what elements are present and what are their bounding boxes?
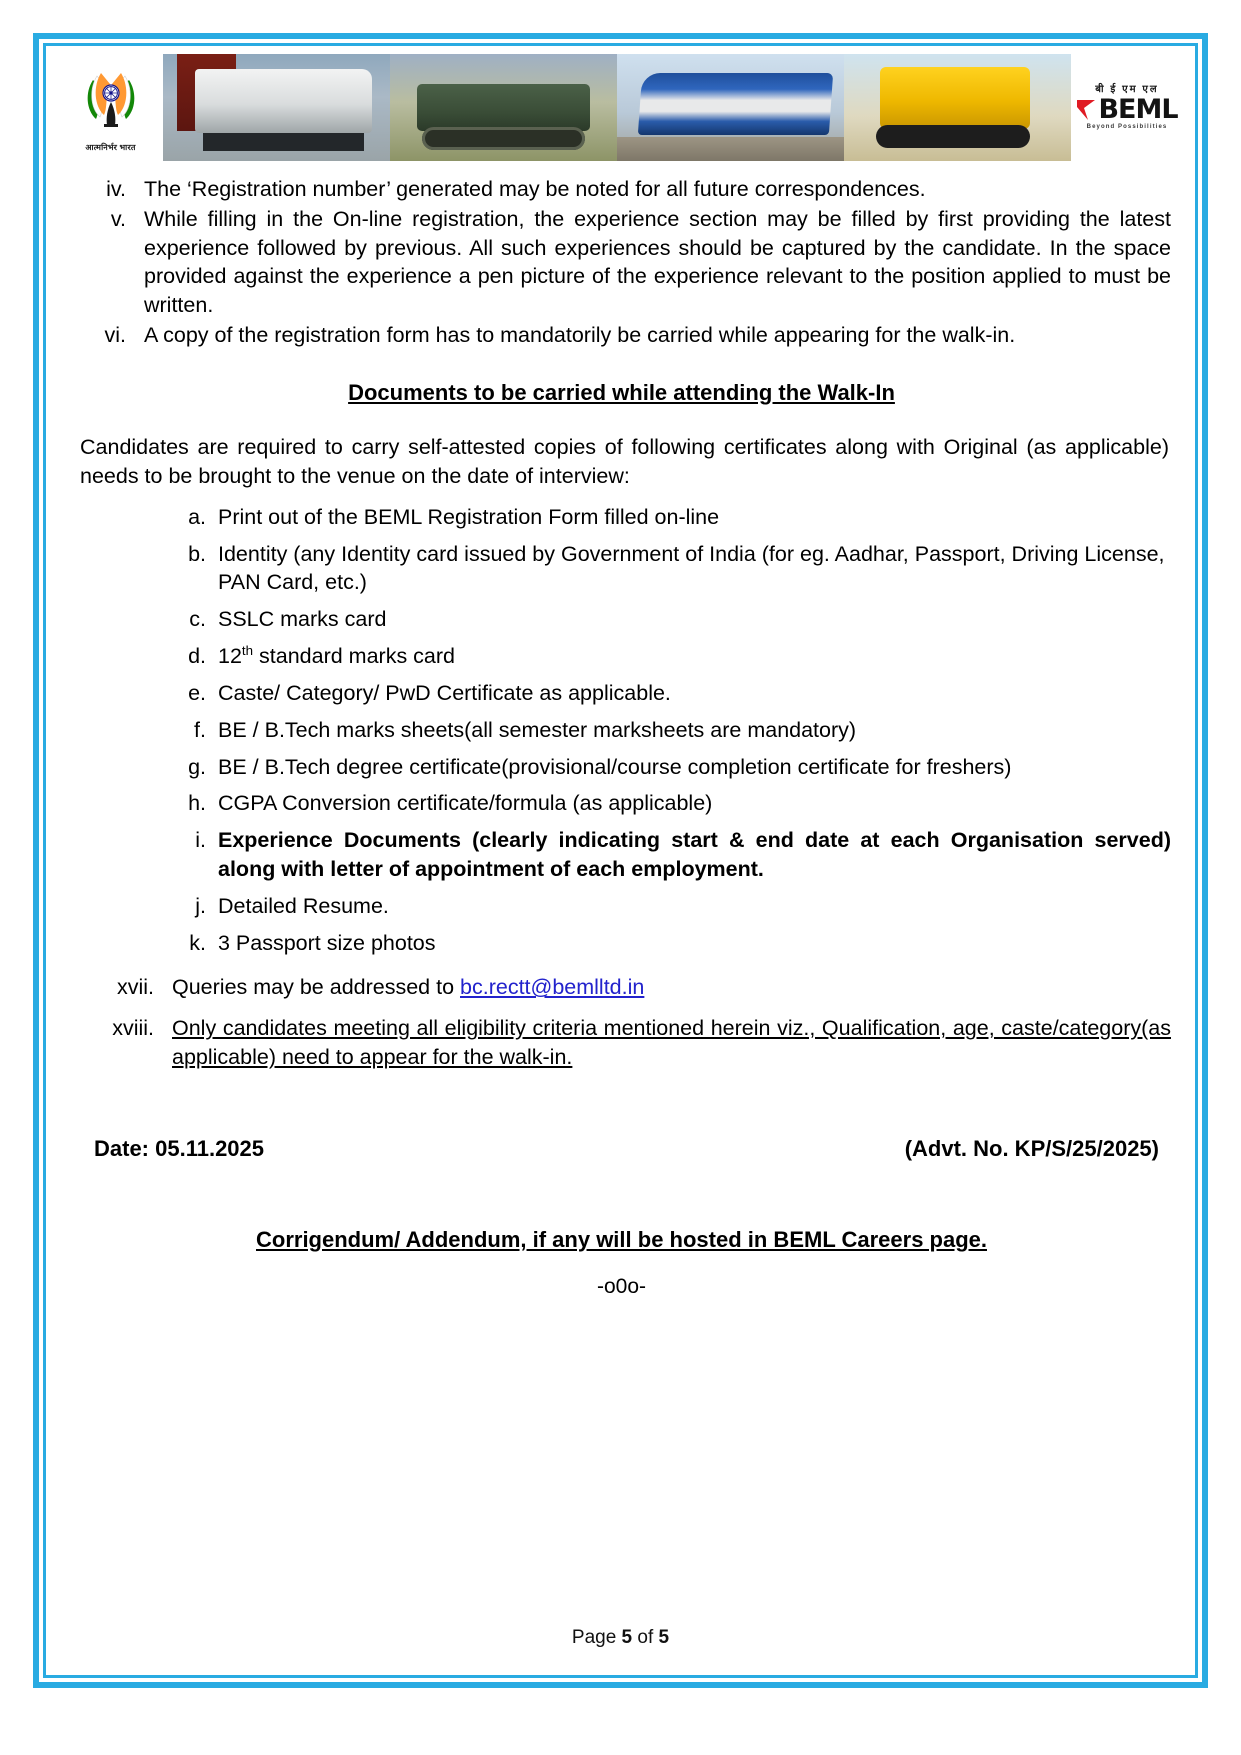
list-text: Experience Documents (clearly indicating start & end date at each Organisation served) along with letter of appointment of each employment. (218, 828, 1171, 881)
list-marker: f. (194, 717, 206, 742)
list-marker: v. (110, 206, 126, 231)
documents-list (72, 503, 1171, 958)
page-footer (50, 1627, 1191, 1649)
header-banner (58, 54, 1183, 161)
list-text: SSLC marks card (218, 607, 387, 632)
list-marker: xvii. (116, 975, 154, 1000)
list-text: 3 Passport size photos (218, 930, 436, 955)
list-marker: vi. (104, 322, 126, 347)
list-marker: iv. (106, 177, 126, 201)
instructions-list (72, 175, 1171, 350)
corrigendum-note: Corrigendum/ Addendum, if any will be hosted in BEML Careers page. (256, 1227, 987, 1253)
list-text: BE / B.Tech marks sheets(all semester marksheets are mandatory) (218, 717, 857, 742)
list-marker: j. (195, 893, 206, 918)
footer-current-page: 5 (621, 1627, 633, 1648)
signoff-row (94, 1134, 1159, 1163)
list-text: While filling in the On-line registration, the experience section may be filled by first providing the latest experience followed by previous. All such experiences should be captured by the candidate. In the space provided against the experience a pen picture of the experience relevant to the position applied to must be written. (144, 206, 1171, 318)
document-body (50, 175, 1191, 1301)
list-text: Caste/ Category/ PwD Certificate as applicable. (218, 680, 671, 705)
beml-wordmark: BEML (1098, 94, 1178, 125)
list-item (184, 826, 1171, 884)
list-text: Only candidates meeting all eligibility criteria mentioned herein viz., Qualification, age, caste/category(as applicable) need to appear for the walk-in. (172, 1016, 1171, 1069)
list-marker: d. (188, 644, 206, 669)
list-marker: b. (188, 541, 206, 566)
footer-page-prefix: Page (571, 1627, 622, 1648)
contact-email-link[interactable]: bc.rectt@bemlltd.in (460, 975, 645, 1000)
list-marker: e. (188, 680, 206, 705)
list-text: Print out of the BEML Registration Form filled on-line (218, 504, 720, 529)
list-item (184, 929, 1171, 958)
beml-tagline: Beyond Possibilities (1086, 124, 1168, 130)
list-text: Identity (any Identity card issued by Government of India (for eg. Aadhar, Passport, Driving License, PAN Card, etc.) (218, 541, 1165, 595)
list-marker: xviii. (112, 1016, 154, 1041)
list-text: BE / B.Tech degree certificate(provisional/course completion certificate for freshers) (218, 754, 1012, 779)
list-item (72, 1014, 1171, 1072)
list-marker: a. (188, 504, 206, 529)
atmanirbhar-bharat-emblem (58, 54, 163, 161)
list-marker: k. (189, 930, 206, 955)
list-marker: i. (195, 828, 206, 853)
list-marker: h. (188, 791, 206, 816)
list-item (72, 321, 1171, 350)
metro-train-photo (617, 54, 844, 161)
list-text-rest: standard marks card (253, 644, 455, 669)
ordinal-suffix: th (241, 643, 254, 659)
section-separator: -o0o- (596, 1274, 647, 1298)
emblem-icon (80, 62, 142, 136)
list-item (72, 175, 1171, 204)
list-text: CGPA Conversion certificate/formula (as applicable) (218, 791, 713, 816)
list-text: The ‘Registration number’ generated may be noted for all future correspondences. (144, 177, 926, 201)
beml-logo (1071, 54, 1183, 161)
list-item (184, 716, 1171, 745)
footer-page-middle: of (632, 1627, 659, 1648)
queries-label: Queries may be addressed to (172, 975, 461, 1000)
list-item (184, 605, 1171, 634)
beml-arrow-icon (1076, 98, 1096, 122)
list-item (184, 679, 1171, 708)
list-text (218, 642, 1171, 671)
emblem-caption: आत्मनिर्भर भारत (85, 143, 136, 152)
header-photo-strip (163, 54, 1071, 161)
list-marker: g. (188, 754, 206, 779)
military-tank-photo (390, 54, 617, 161)
advertisement-number: (Advt. No. KP/S/25/2025) (904, 1135, 1159, 1161)
list-item (184, 642, 1171, 671)
list-item (184, 540, 1171, 598)
excavator-photo (844, 54, 1071, 161)
list-item (72, 973, 1171, 1002)
page-content (50, 50, 1191, 1671)
dump-truck-photo (163, 54, 390, 161)
list-text-num: 12 (218, 644, 242, 669)
list-item (72, 205, 1171, 320)
documents-intro-paragraph: Candidates are required to carry self-attested copies of following certificates along with Original (as applicable) needs to be brought to the venue on the date of interview: (80, 435, 1169, 489)
list-item (184, 892, 1171, 921)
footer-total-pages: 5 (658, 1627, 670, 1648)
documents-section-heading: Documents to be carried while attending the Walk-In (348, 379, 895, 405)
list-text: A copy of the registration form has to mandatorily be carried while appearing for the walk-in. (144, 322, 1016, 347)
list-item (184, 789, 1171, 818)
list-marker: c. (189, 607, 206, 632)
list-text (172, 973, 1171, 1002)
closing-list (72, 973, 1171, 1071)
list-item (184, 503, 1171, 532)
list-item (184, 753, 1171, 782)
beml-logo-hindi: बी ई एम एल (1095, 84, 1159, 95)
date-label: Date: 05.11.2025 (94, 1135, 265, 1161)
list-text: Detailed Resume. (218, 893, 389, 918)
